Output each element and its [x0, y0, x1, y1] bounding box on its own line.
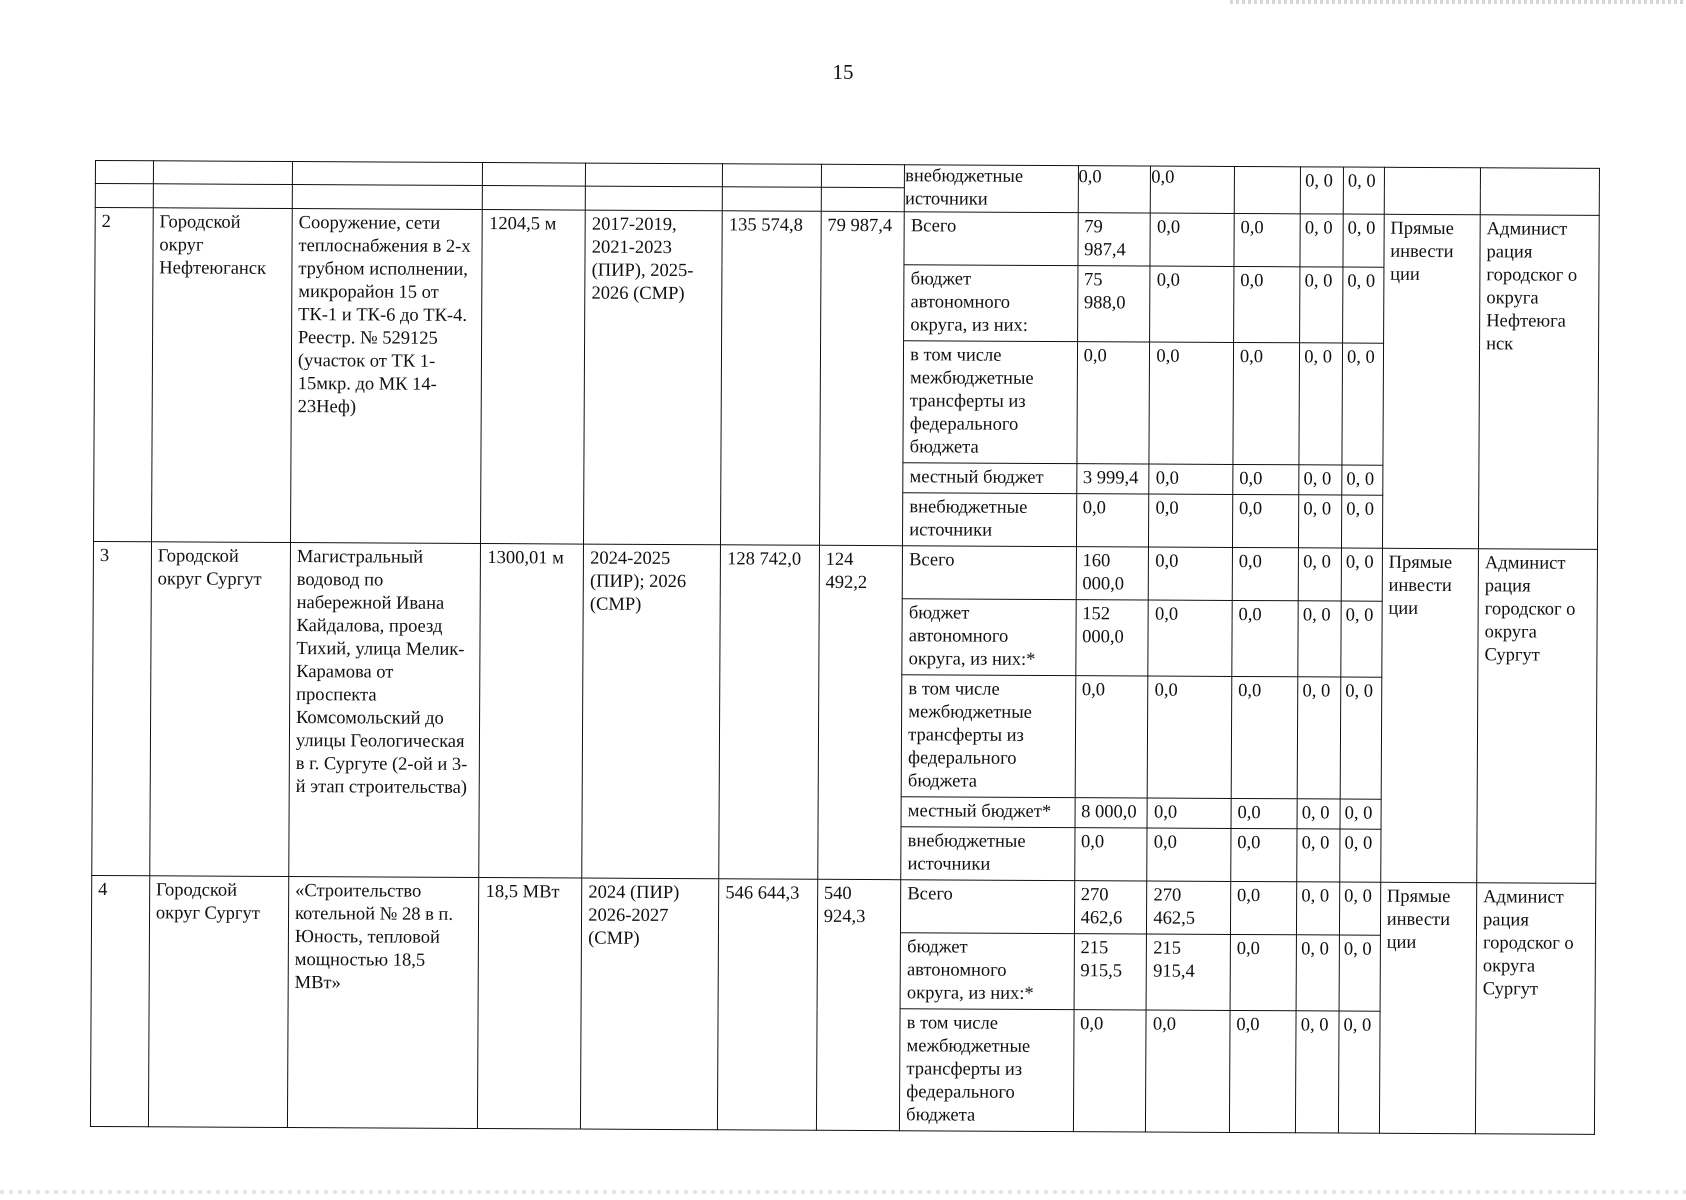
- capacity-cell: 1300,01 м: [479, 544, 583, 879]
- value-cell: 0,0: [1230, 881, 1297, 934]
- remaining-cost-cell: 79 987,4: [819, 211, 904, 545]
- value-cell: 0,0: [1148, 600, 1232, 676]
- source-label-cell: в том числе межбюджетные трансферты из федерального бюджета: [900, 1009, 1074, 1132]
- value-cell: 215 915,4: [1146, 934, 1230, 1010]
- source-label-cell: бюджет автономного округа, из них:*: [900, 933, 1074, 1010]
- value-cell: 0,0: [1149, 494, 1233, 547]
- value-cell: 0,0: [1077, 342, 1150, 464]
- value-cell: 0,0: [1231, 828, 1298, 881]
- value-cell: 0,0: [1149, 547, 1233, 600]
- municipality-cell: Городской округ Сургут: [148, 876, 288, 1128]
- value-cell: 0, 0: [1299, 465, 1342, 495]
- row-number-cell: 2: [94, 208, 154, 542]
- value-cell: 0,0: [1078, 166, 1151, 213]
- value-cell: 0, 0: [1339, 935, 1380, 1011]
- value-cell: 0,0: [1149, 464, 1233, 494]
- value-cell: 0,0: [1230, 934, 1297, 1010]
- scan-edge-top: [1230, 0, 1686, 4]
- value-cell: 152 000,0: [1075, 600, 1148, 676]
- object-name-cell: «Строительство котельной № 28 в п. Юность, тепловой мощностью 18,5 МВт»: [287, 877, 479, 1129]
- investment-type-cell: Прямые инвести ции: [1382, 214, 1480, 548]
- value-cell: 215 915,5: [1074, 934, 1147, 1010]
- value-cell: 0, 0: [1341, 601, 1382, 677]
- source-label-cell: в том числе межбюджетные трансферты из федерального бюджета: [901, 675, 1075, 798]
- source-label-cell: внебюджетные источники: [903, 493, 1077, 547]
- value-cell: 0, 0: [1340, 799, 1381, 829]
- remaining-cost-cell: 124 492,2: [817, 545, 902, 879]
- table-cell: [723, 164, 822, 188]
- value-cell: 0, 0: [1300, 267, 1343, 343]
- value-cell: 0, 0: [1298, 548, 1341, 601]
- estimated-cost-cell: 546 644,3: [718, 879, 818, 1131]
- row-number-cell: 3: [92, 541, 152, 875]
- value-cell: 0, 0: [1342, 465, 1383, 495]
- value-cell: 0,0: [1148, 676, 1232, 798]
- table-cell: [292, 162, 483, 186]
- value-cell: [1234, 166, 1301, 213]
- value-cell: 0, 0: [1297, 882, 1340, 935]
- value-cell: 0, 0: [1296, 1011, 1339, 1133]
- table-cell: [1384, 167, 1481, 215]
- value-cell: 0, 0: [1341, 548, 1382, 601]
- capacity-cell: 1204,5 м: [481, 210, 585, 545]
- table-cell: [95, 184, 153, 208]
- estimated-cost-cell: 128 742,0: [719, 545, 819, 880]
- value-cell: 8 000,0: [1075, 798, 1148, 828]
- investment-type-cell: Прямые инвести ции: [1380, 548, 1478, 882]
- value-cell: 0, 0: [1297, 677, 1340, 799]
- value-cell: 0, 0: [1297, 829, 1340, 882]
- value-cell: 0,0: [1074, 828, 1147, 881]
- source-label-cell: внебюджетные источники: [904, 165, 1078, 213]
- table-cell: [586, 163, 723, 187]
- value-cell: 0,0: [1147, 798, 1231, 828]
- source-label-cell: Всего: [902, 546, 1076, 600]
- table-cell: [292, 185, 483, 210]
- source-label-cell: бюджет автономного округа, из них:: [904, 265, 1078, 342]
- value-cell: 0, 0: [1342, 343, 1383, 465]
- value-cell: 0, 0: [1338, 1011, 1379, 1133]
- source-label-cell: внебюджетные источники: [901, 827, 1075, 881]
- value-cell: 0, 0: [1343, 167, 1384, 214]
- source-label-cell: местный бюджет*: [901, 797, 1075, 828]
- capacity-cell: 18,5 МВт: [478, 878, 582, 1130]
- value-cell: 270 462,5: [1147, 881, 1231, 934]
- value-cell: 75 988,0: [1077, 266, 1150, 342]
- object-name-cell: Магистральный водовод по набережной Ивана Кайдалова, проезд Тихий, улица Мелик-Карамова от проспекта Комсомольский до улицы Геологическая в г. Сургуте (2-ой и 3-й этап строительства): [289, 543, 481, 878]
- value-cell: 0,0: [1075, 676, 1148, 798]
- value-cell: 0,0: [1233, 464, 1300, 494]
- value-cell: 0,0: [1149, 342, 1233, 464]
- source-label-cell: в том числе межбюджетные трансферты из федерального бюджета: [903, 341, 1077, 464]
- period-cell: 2024 (ПИР) 2026-2027 (СМР): [581, 878, 719, 1130]
- value-cell: 160 000,0: [1076, 547, 1149, 600]
- value-cell: 0,0: [1232, 547, 1299, 600]
- value-cell: 0, 0: [1343, 214, 1384, 267]
- row-number-cell: 4: [90, 875, 149, 1126]
- value-cell: 0,0: [1150, 266, 1234, 342]
- value-cell: 0,0: [1232, 600, 1299, 676]
- value-cell: 0,0: [1234, 213, 1301, 266]
- value-cell: 0,0: [1151, 166, 1235, 213]
- table-row: [95, 208, 1599, 269]
- table-cell: [722, 187, 821, 212]
- value-cell: 0, 0: [1300, 214, 1343, 267]
- table-cell: [483, 186, 586, 211]
- source-label-cell: Всего: [901, 880, 1075, 934]
- value-cell: 0,0: [1150, 213, 1234, 266]
- source-label-cell: Всего: [904, 212, 1078, 266]
- value-cell: 0,0: [1231, 798, 1298, 828]
- table-cell: [821, 164, 905, 187]
- value-cell: 0, 0: [1300, 167, 1343, 214]
- table-cell: [821, 187, 905, 211]
- value-cell: 0,0: [1229, 1010, 1296, 1132]
- investment-type-cell: Прямые инвести ции: [1379, 882, 1477, 1134]
- municipality-cell: Городской округ Сургут: [150, 542, 291, 877]
- estimated-cost-cell: 135 574,8: [721, 211, 821, 546]
- value-cell: 0,0: [1231, 676, 1298, 798]
- value-cell: 0, 0: [1298, 601, 1341, 677]
- value-cell: 0, 0: [1299, 495, 1342, 548]
- value-cell: 0, 0: [1340, 829, 1381, 882]
- value-cell: 0, 0: [1342, 495, 1383, 548]
- value-cell: 79 987,4: [1078, 213, 1151, 266]
- scan-edge-bottom: [0, 1190, 1686, 1194]
- customer-cell: Админист рация городског о округа Сургут: [1477, 549, 1598, 884]
- investment-table: [90, 160, 1600, 1135]
- customer-cell: Админист рация городског о округа Нефтеюга нск: [1479, 215, 1600, 550]
- value-cell: 0,0: [1073, 1010, 1146, 1132]
- value-cell: 0, 0: [1297, 799, 1340, 829]
- object-name-cell: Сооружение, сети теплоснабжения в 2-х трубном исполнении, микрорайон 15 от ТК-1 и ТК-6 до ТК-4. Реестр. № 529125 (участок от ТК 1-15мкр. до МК 14-23Неф): [290, 209, 482, 544]
- page-number: 15: [832, 60, 854, 84]
- table-cell: [153, 161, 292, 185]
- municipality-cell: Городской округ Нефтеюганск: [151, 208, 292, 543]
- source-label-cell: бюджет автономного округа, из них:*: [902, 599, 1076, 676]
- value-cell: 0, 0: [1296, 935, 1339, 1011]
- table-cell: [483, 163, 586, 187]
- value-cell: 0,0: [1232, 494, 1299, 547]
- value-cell: 0, 0: [1343, 267, 1384, 343]
- value-cell: 0,0: [1076, 494, 1149, 547]
- table-cell: [585, 186, 722, 211]
- table-cell: [95, 161, 153, 184]
- value-cell: 270 462,6: [1074, 881, 1147, 934]
- value-cell: 0,0: [1233, 342, 1300, 464]
- table-row: [93, 541, 1597, 602]
- value-cell: 0,0: [1146, 1010, 1230, 1132]
- period-cell: 2024-2025 (ПИР); 2026 (СМР): [582, 544, 721, 879]
- table-cell: [1480, 168, 1599, 216]
- table-cell: [153, 184, 292, 209]
- value-cell: 0, 0: [1299, 343, 1342, 465]
- customer-cell: Админист рация городског о округа Сургут: [1475, 883, 1595, 1135]
- value-cell: 3 999,4: [1076, 464, 1149, 494]
- source-label-cell: местный бюджет: [903, 463, 1077, 494]
- value-cell: 0, 0: [1340, 677, 1381, 799]
- remaining-cost-cell: 540 924,3: [816, 879, 901, 1130]
- period-cell: 2017-2019, 2021-2023 (ПИР), 2025-2026 (СМР): [584, 210, 723, 545]
- table-row: [91, 875, 1595, 936]
- value-cell: 0,0: [1147, 828, 1231, 881]
- value-cell: 0,0: [1233, 266, 1300, 342]
- value-cell: 0, 0: [1340, 882, 1381, 935]
